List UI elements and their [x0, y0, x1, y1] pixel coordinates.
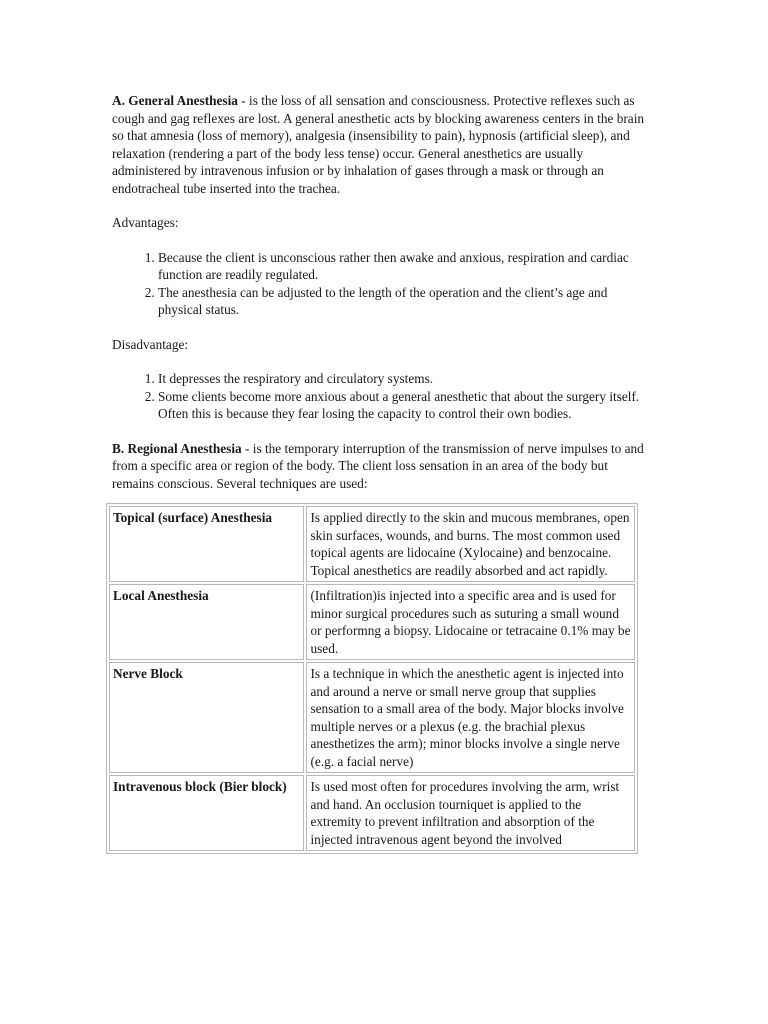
general-anesthesia-paragraph [112, 92, 652, 197]
regional-anesthesia-text: - is the temporary interruption of the transmission of nerve impulses to and from a specific area or region of the body. The client loss sensation in an area of the body but remains conscious. Several techniques are used: [112, 440, 644, 491]
technique-description: (Infiltration)is injected into a specific area and is used for minor surgical procedures such as suturing a small wound or performng a biopsy. Lidocaine or tetracaine 0.1% may be used. [306, 584, 635, 660]
list-item: 2. Some clients become more anxious about a general anesthetic that about the surgery itself. Often this is because they fear losing the capacity to control their own bodies. [158, 388, 652, 423]
technique-description: Is applied directly to the skin and mucous membranes, open skin surfaces, wounds, and burns. The most common used topical agents are lidocaine (Xylocaine) and benzocaine. Topical anesthetics are readily absorbed and act rapidly. [306, 506, 635, 582]
list-item: 1. Because the client is unconscious rather then awake and anxious, respiration and cardiac function are readily regulated. [158, 249, 652, 284]
disadvantages-label: Disadvantage: [112, 336, 189, 352]
table-row [109, 584, 635, 660]
general-anesthesia-heading: A. General Anesthesia [112, 93, 238, 108]
advantages-list [112, 249, 652, 319]
technique-term: Topical (surface) Anesthesia [109, 506, 304, 582]
document-page [112, 92, 652, 854]
general-anesthesia-text: - is the loss of all sensation and consciousness. Protective reflexes such as cough and gag reflexes are lost. A general anesthetic acts by blocking awareness centers in the brain so that amnesia (loss of memory), analgesia (insensibility to pain), hypnosis (artificial sleep), and relaxation (rendering a part of the body less tense) occur. General anesthetics are usually administered by intravenous infusion or by inhalation of gases through a mask or through an endotracheal tube inserted into the trachea. [112, 93, 645, 196]
table-row [109, 775, 635, 851]
technique-term: Local Anesthesia [109, 584, 304, 660]
table-row [109, 506, 635, 582]
techniques-table [106, 503, 638, 854]
technique-term: Intravenous block (Bier block) [109, 775, 304, 851]
regional-anesthesia-paragraph [112, 440, 652, 493]
technique-term: Nerve Block [109, 662, 304, 773]
table-row [109, 662, 635, 773]
advantages-label: Advantages: [112, 215, 179, 230]
technique-description: Is a technique in which the anesthetic agent is injected into and around a nerve or small nerve group that supplies sensation to a small area of the body. Major blocks involve multiple nerves or a plexus (e.g. the brachial plexus anesthetizes the arm); minor blocks involve a single nerve (e.g. a facial nerve) [306, 662, 635, 773]
list-item: 2. The anesthesia can be adjusted to the length of the operation and the client’s age and physical status. [158, 284, 652, 319]
disadvantages-list [112, 370, 652, 423]
technique-description: Is used most often for procedures involving the arm, wrist and hand. An occlusion tourniquet is applied to the extremity to prevent infiltration and absorption of the injected intravenous agent beyond the involved [306, 775, 635, 851]
list-item: 1. It depresses the respiratory and circulatory systems. [158, 370, 652, 388]
regional-anesthesia-heading: B. Regional Anesthesia [112, 440, 242, 456]
